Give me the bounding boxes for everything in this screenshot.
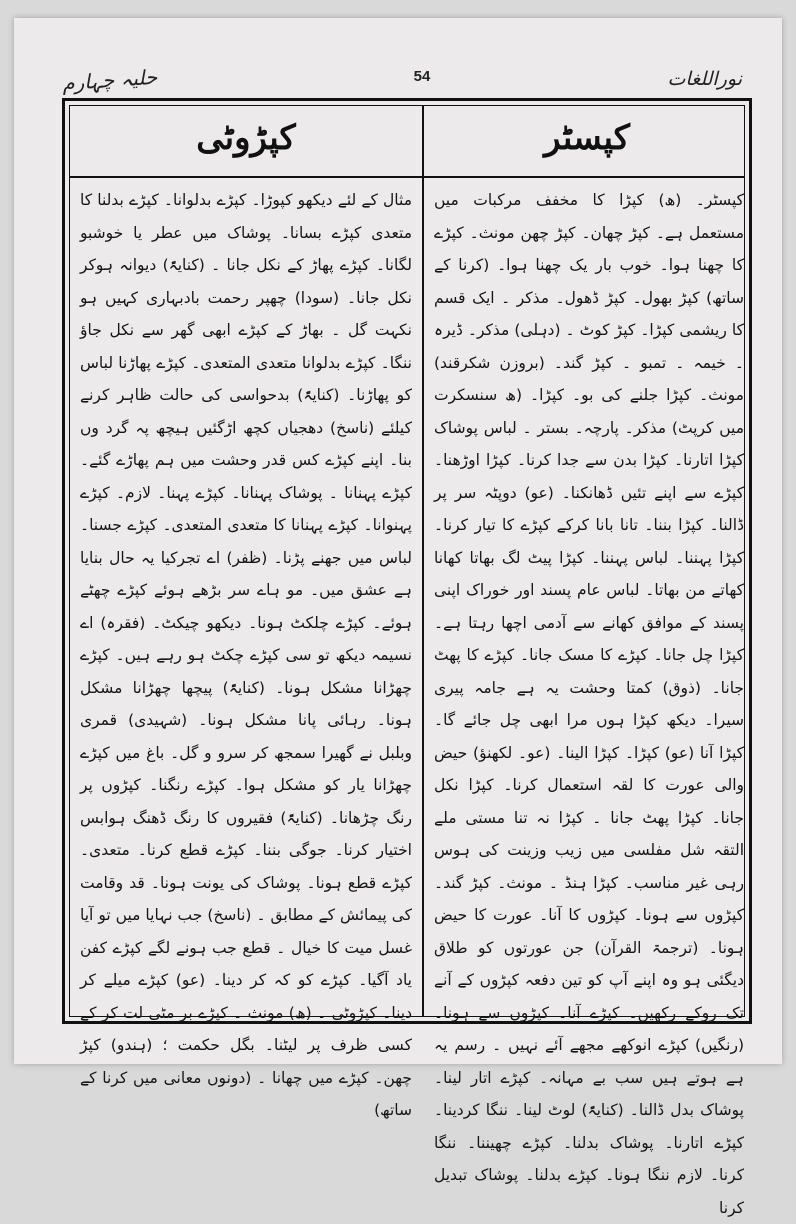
- left-column-text: [80, 184, 412, 1119]
- column-divider: [422, 106, 424, 1016]
- left-column-heading: کپڑوٹی: [196, 118, 296, 158]
- column-heading-row: [70, 106, 744, 178]
- right-column-heading: کپسٹر: [544, 118, 630, 158]
- page-number: 54: [413, 68, 431, 85]
- page-header: [62, 64, 742, 100]
- left-column-paragraph: مثال کے لئے دیکھو کپوڑا۔ کپڑے بدلوانا۔ کپڑے بدلنا کا متعدی کپڑے بسانا۔ پوشاک میں عطر یا خوشبو لگانا۔ کپڑے پھاڑ کے نکل جانا ۔ (کنایۃً) دیوانہ ہوکر نکل جانا۔ (سودا) چھپر رحمت بادبہاری کہیں ہو نکہت گل ۔ بھاڑ کے کپڑے ابھی گھر سے نکل جاؤ ننگا۔ کپڑے بدلوانا متعدی المتعدی۔ کپڑے پھاڑنا لباس کو پھاڑنا۔ (کنایۃً) بدحواسی کی حالت ظاہر کرنے کیلئے (ناسخ) دھجیاں کچھ اڑگئیں ہیچھ پہ گرد وں بنا۔ اپنے کپڑے کس قدر وحشت میں ہم پھاڑے گئے۔ کپڑے پہنانا ۔ پوشاک پہنانا۔ کپڑے پہنا۔ لازم۔ کپڑے پہنوانا۔ کپڑے پہنانا کا متعدی المتعدی۔ کپڑے جسنا۔ لباس میں جھنے پڑنا۔ (ظفر) اے تجرکیا یہ حال بنایا ہے عشق میں۔ مو ہاے سر بڑھے ہوئے کپڑے چھٹے ہوئے۔ کپڑے چلکٹ ہونا۔ دیکھو چیکٹ۔ (فقرہ) اے نسیمہ دیکھ تو سی کپڑے چکٹ ہو رہے ہیں۔ کپڑے چھڑانا مشکل ہونا۔ (کنایۃً) پیچھا چھڑانا مشکل ہونا۔ رہائی پانا مشکل ہونا۔ (شہیدی) قمری وبلبل نے گھیرا سمجھ کر سرو و گل۔ باغ میں کپڑے چھڑانا یار کو مشکل ہوا۔ کپڑے رنگنا۔ کپڑوں پر رنگ چڑھانا۔ (کنایۃً) فقیروں کا رنگ ڈھنگ ہوابس اختیار کرنا۔ جوگی بننا۔ کپڑے قطع کرنا۔ متعدی۔ کپڑے قطع ہونا۔ پوشاک کی یونت ہونا۔ قد وقامت کی پیمائش کے مطابق ۔ (ناسخ) جب نہایا میں تو آیا غسل میت کا خیال ۔ قطع جب ہونے لگے کپڑے کفن یاد آگیا۔ کپڑے کو کہ کر دینا۔ (عو) کپڑے میلے کر دینا۔ کپڑوٹی ۔ (ھ) مونث ۔ کپڑے بر مٹی لت کر کے کسی ظرف پر لیٹنا۔ بگل حکمت ؛ (ہندو) کپڑ چھن۔ کپڑے میں چھانا ۔ (دونوں معانی میں کرنا کے ساتھ): [80, 191, 412, 1119]
- dictionary-inner-frame: [69, 105, 745, 1217]
- book-page: [14, 18, 782, 1217]
- dictionary-frame: [62, 98, 752, 1217]
- right-column-text: [434, 184, 744, 1217]
- section-title: حلیہ چہارم: [61, 64, 159, 96]
- right-column-paragraph: کپسٹر۔ (ھ) کپڑا کا مخفف مرکبات میں مستعمل ہے۔ کپڑ چھان۔ کپڑ چھن مونث۔ کپڑے کا چھنا ہوا۔ خوب بار یک چھنا ہوا۔ (کرنا کے ساتھ) کپڑ بھول۔ کپڑ ڈھول۔ مذکر ۔ ایک قسم کا ریشمی کپڑا۔ کپڑ کوٹ ۔ (دہلی) مذکر۔ ڈیرہ ۔ خیمہ ۔ تمبو ۔ کپڑ گند۔ (بروزن شکرقند) مونث۔ کپڑا جلنے کی بو۔ کپڑا۔ (ھ سنسکرت میں کرپٹ) مذکر۔ پارچہ۔ بستر ۔ لباس پوشاک کپڑا اتارنا۔ کپڑا بدن سے جدا کرنا۔ کپڑا اوڑھنا۔ کپڑے سے اپنے تئیں ڈھانکنا۔ (عو) دوپٹہ سر پر ڈالنا۔ کپڑا بننا۔ تانا بانا کرکے کپڑے کا تیار کرنا۔ کپڑا پہننا۔ لباس پہننا۔ کپڑا پیٹ لگ بھاتا کھانا کھاتے من بھاتا۔ لباس عام پسند اور خوراک اپنی پسند کے موافق کھانے سے آدمی اچھا رہتا ہے۔ کپڑا چل جانا۔ کپڑے کا مسک جانا۔ کپڑے کا پھٹ جانا۔ (ذوق) کمتا وحشت یہ ہے جامہ پیری سیرا۔ دیکھ کپڑا ہوں مرا ابھی چل جائے گا۔ کپڑا آنا (عو) کپڑا۔ کپڑا الینا۔ (عو۔ لکھنؤ) حیض والی عورت کا لقہ استعمال کرنا۔ کپڑا نکل جانا۔ کپڑا پھٹ جانا ۔ کپڑا نہ تنا مستی ملے التقہ شل مفلسی میں زیب وزینت کی ہوس رہی غیر مناسب۔ کپڑا ہنڈ ۔ مونث۔ کپڑ گند۔ کپڑوں سے ہونا۔ کپڑوں کا آنا۔ عورت کا حیض ہونا۔ (ترجمۃ القرآن) جن عورتوں کو طلاق دیگئی ہو وہ اپنے آپ کو تین دفعہ کپڑوں کے آنے تک روکے رکھیں۔ کپڑے آنا۔ کپڑوں سے ہونا۔ (رنگیں) کپڑے انوکھے مجھے آئے نہیں ۔ رسم یہ ہے ہوتے ہیں سب بے مہانہ۔ کپڑے اتار لینا۔ پوشاک بدل ڈالنا۔ (کنایۃً) لوٹ لینا۔ ننگا کردینا۔ کپڑے اتارنا۔ پوشاک بدلنا۔ کپڑے چھیننا۔ ننگا کرنا۔ لازم ننگا ہونا۔ کپڑے بدلنا۔ پوشاک تبدیل کرنا: [434, 191, 744, 1217]
- book-title: نوراللغات: [667, 68, 742, 90]
